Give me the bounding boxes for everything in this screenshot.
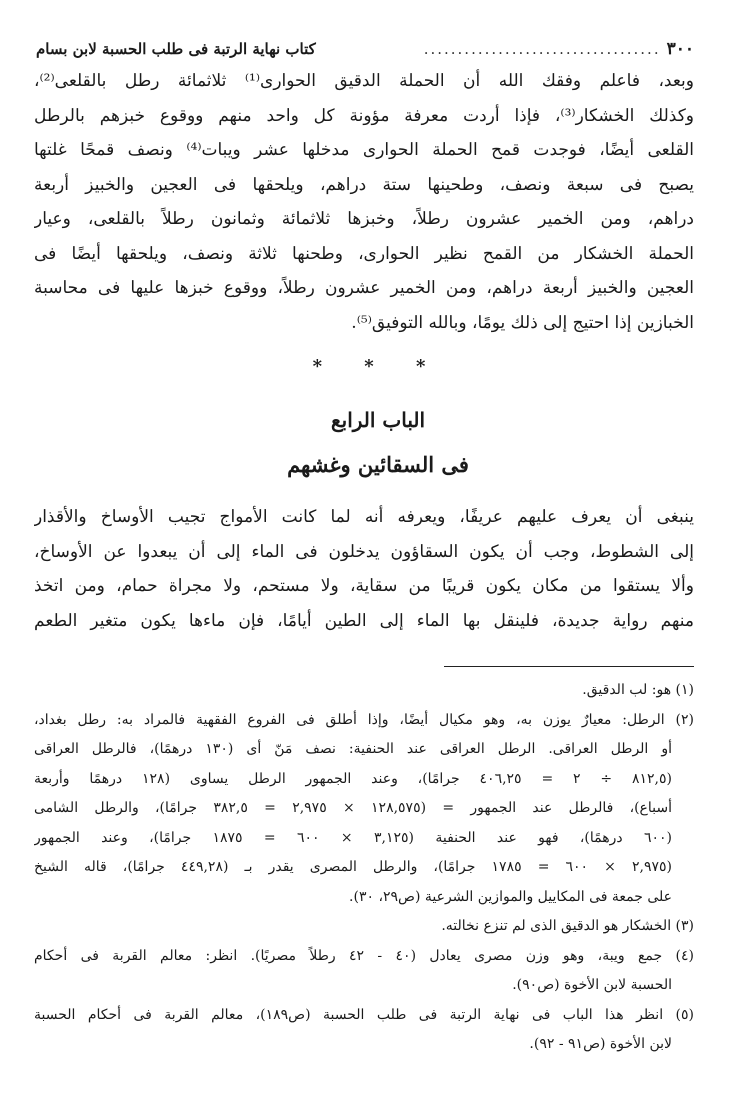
section-divider-stars: * * * xyxy=(312,356,444,377)
intro-line: وبعد، فاعلم وفقك الله أن الحملة الدقيق الحوارى⁽¹⁾ ثلاثمائة رطل بالقلعى⁽²⁾، xyxy=(34,71,694,91)
chapter-subtitle: فى السقائين وغشهم xyxy=(287,452,469,477)
book-title: كتاب نهاية الرتبة فى طلب الحسبة لابن بسام xyxy=(36,40,316,58)
footnote-line: (٣) الخشكار هو الدقيق الذى لم تنزع نخالته. xyxy=(441,918,694,934)
footnote-line: (٢,٩٧٥ × ٦٠٠ = ١٧٨٥ جرامًا)، والرطل المصرى يقدر بـ (٤٤٩,٢٨ جرامًا)، قاله الشيخ xyxy=(34,859,672,875)
intro-paragraph xyxy=(34,64,694,340)
intro-line: القلعى أيضًا، فوجدت قمح الحملة الحوارى مدخلها عشر ويبات⁽⁴⁾ ونصف قمحًا غلتها xyxy=(34,140,694,160)
footnote-line: (٢) الرطل: معيارٌ يوزن به، وهو مكيال أيضًا، وإذا أطلق فى الفروع الفقهية فالمراد به: رطل بغداد، xyxy=(34,711,694,728)
body-paragraph xyxy=(34,500,694,638)
footnote-line: (٥) انظر هذا الباب فى نهاية الرتبة فى طلب الحسبة (ص١٨٩)، معالم القربة فى أحكام الحسبة xyxy=(34,1006,694,1023)
running-header xyxy=(36,36,694,63)
footnote-line: (٨١٢,٥ ÷ ٢ = ٤٠٦,٢٥ جرامًا)، وعند الجمهور الرطل يساوى (١٢٨ درهمًا وأربعة xyxy=(34,770,672,787)
body-line: ينبغى أن يعرف عليهم عريفًا، ويعرفه أنه لما كانت الأمواج تجيب الأوساخ والأقذار xyxy=(34,507,694,527)
footnote-separator xyxy=(444,666,694,667)
intro-line: العجين والخبيز أربعة دراهم، ومن الخمير عشرون رطلاً، ووقوع خبزها عليها فى محاسبة xyxy=(34,278,694,298)
footnote-line: (٦٠٠ درهمًا)، فهو عند الحنفية (٣,١٢٥ × ٦٠٠ = ١٨٧٥ جرامًا)، وعند الجمهور xyxy=(34,829,673,846)
footnote-line: (٤) جمع ويبة، وهو وزن مصرى يعادل (٤٠ - ٤٢ رطلاً مصريًا). انظر: معالم القربة فى أحكام xyxy=(34,947,694,964)
footnotes xyxy=(34,676,694,1060)
body-line: منهم رواية جديدة، فلينقل بها الماء إلى الطين أيامًا، فإن ماءها يكون متغير الطعم xyxy=(34,610,694,631)
page-number: ٣٠٠ xyxy=(666,39,694,59)
body-line: إلى الشطوط، وجب أن يكون السقاؤون يدخلون فى الماء إلى أن يبعدوا عن الأوساخ، xyxy=(34,541,694,562)
intro-line: الخبازين إذا احتيج إلى ذلك يومًا، وبالله التوفيق⁽⁵⁾. xyxy=(351,312,694,333)
header-leader-dots: ................................... xyxy=(423,40,661,58)
footnote-line: على جمعة فى المكاييل والموازين الشرعية (ص٢٩، ٣٠). xyxy=(349,888,672,905)
footnote-line: (١) هو: لب الدقيق. xyxy=(582,682,694,698)
intro-line: وكذلك الخشكار⁽³⁾، فإذا أردت معرفة مؤونة كل واحد منهم ووقوع خبزهم بالرطل xyxy=(34,105,694,126)
intro-line: يصبح فى سبعة ونصف، وطحينها ستة دراهم، ويلحقها فى العجين والخبيز أربعة xyxy=(34,174,694,195)
footnote-line: لابن الأخوة (ص٩١ - ٩٢). xyxy=(529,1036,672,1052)
intro-line: الحملة الخشكار من القمح نظير الحوارى، وطحنها ثلاثة ونصف، ويلحقها أيضًا فى xyxy=(34,243,694,264)
chapter-title: الباب الرابع xyxy=(330,408,426,432)
footnote-line: أسباع)، فالرطل عند الجمهور = (١٢٨,٥٧٥ × ٢,٩٧٥ = ٣٨٢,٥ جرامًا)، والرطل الشامى xyxy=(34,800,673,816)
footnote-line: الحسبة لابن الأخوة (ص٩٠). xyxy=(512,977,672,993)
footnote-line: أو الرطل العراقى. الرطل العراقى عند الحنفية: نصف مَنّ أى (١٣٠ درهمًا)، فالرطل العراقى xyxy=(34,741,672,757)
intro-line: دراهم، ومن الخمير عشرون رطلاً، وخبزها ثلاثمائة وثمانون رطلاً بالقلعى، وعيار xyxy=(34,209,694,229)
body-line: وألا يستقوا من مكان يكون قريبًا من سقاية، ولا مستحم، ولا مجراة حمام، ومن اتخذ xyxy=(34,576,694,596)
